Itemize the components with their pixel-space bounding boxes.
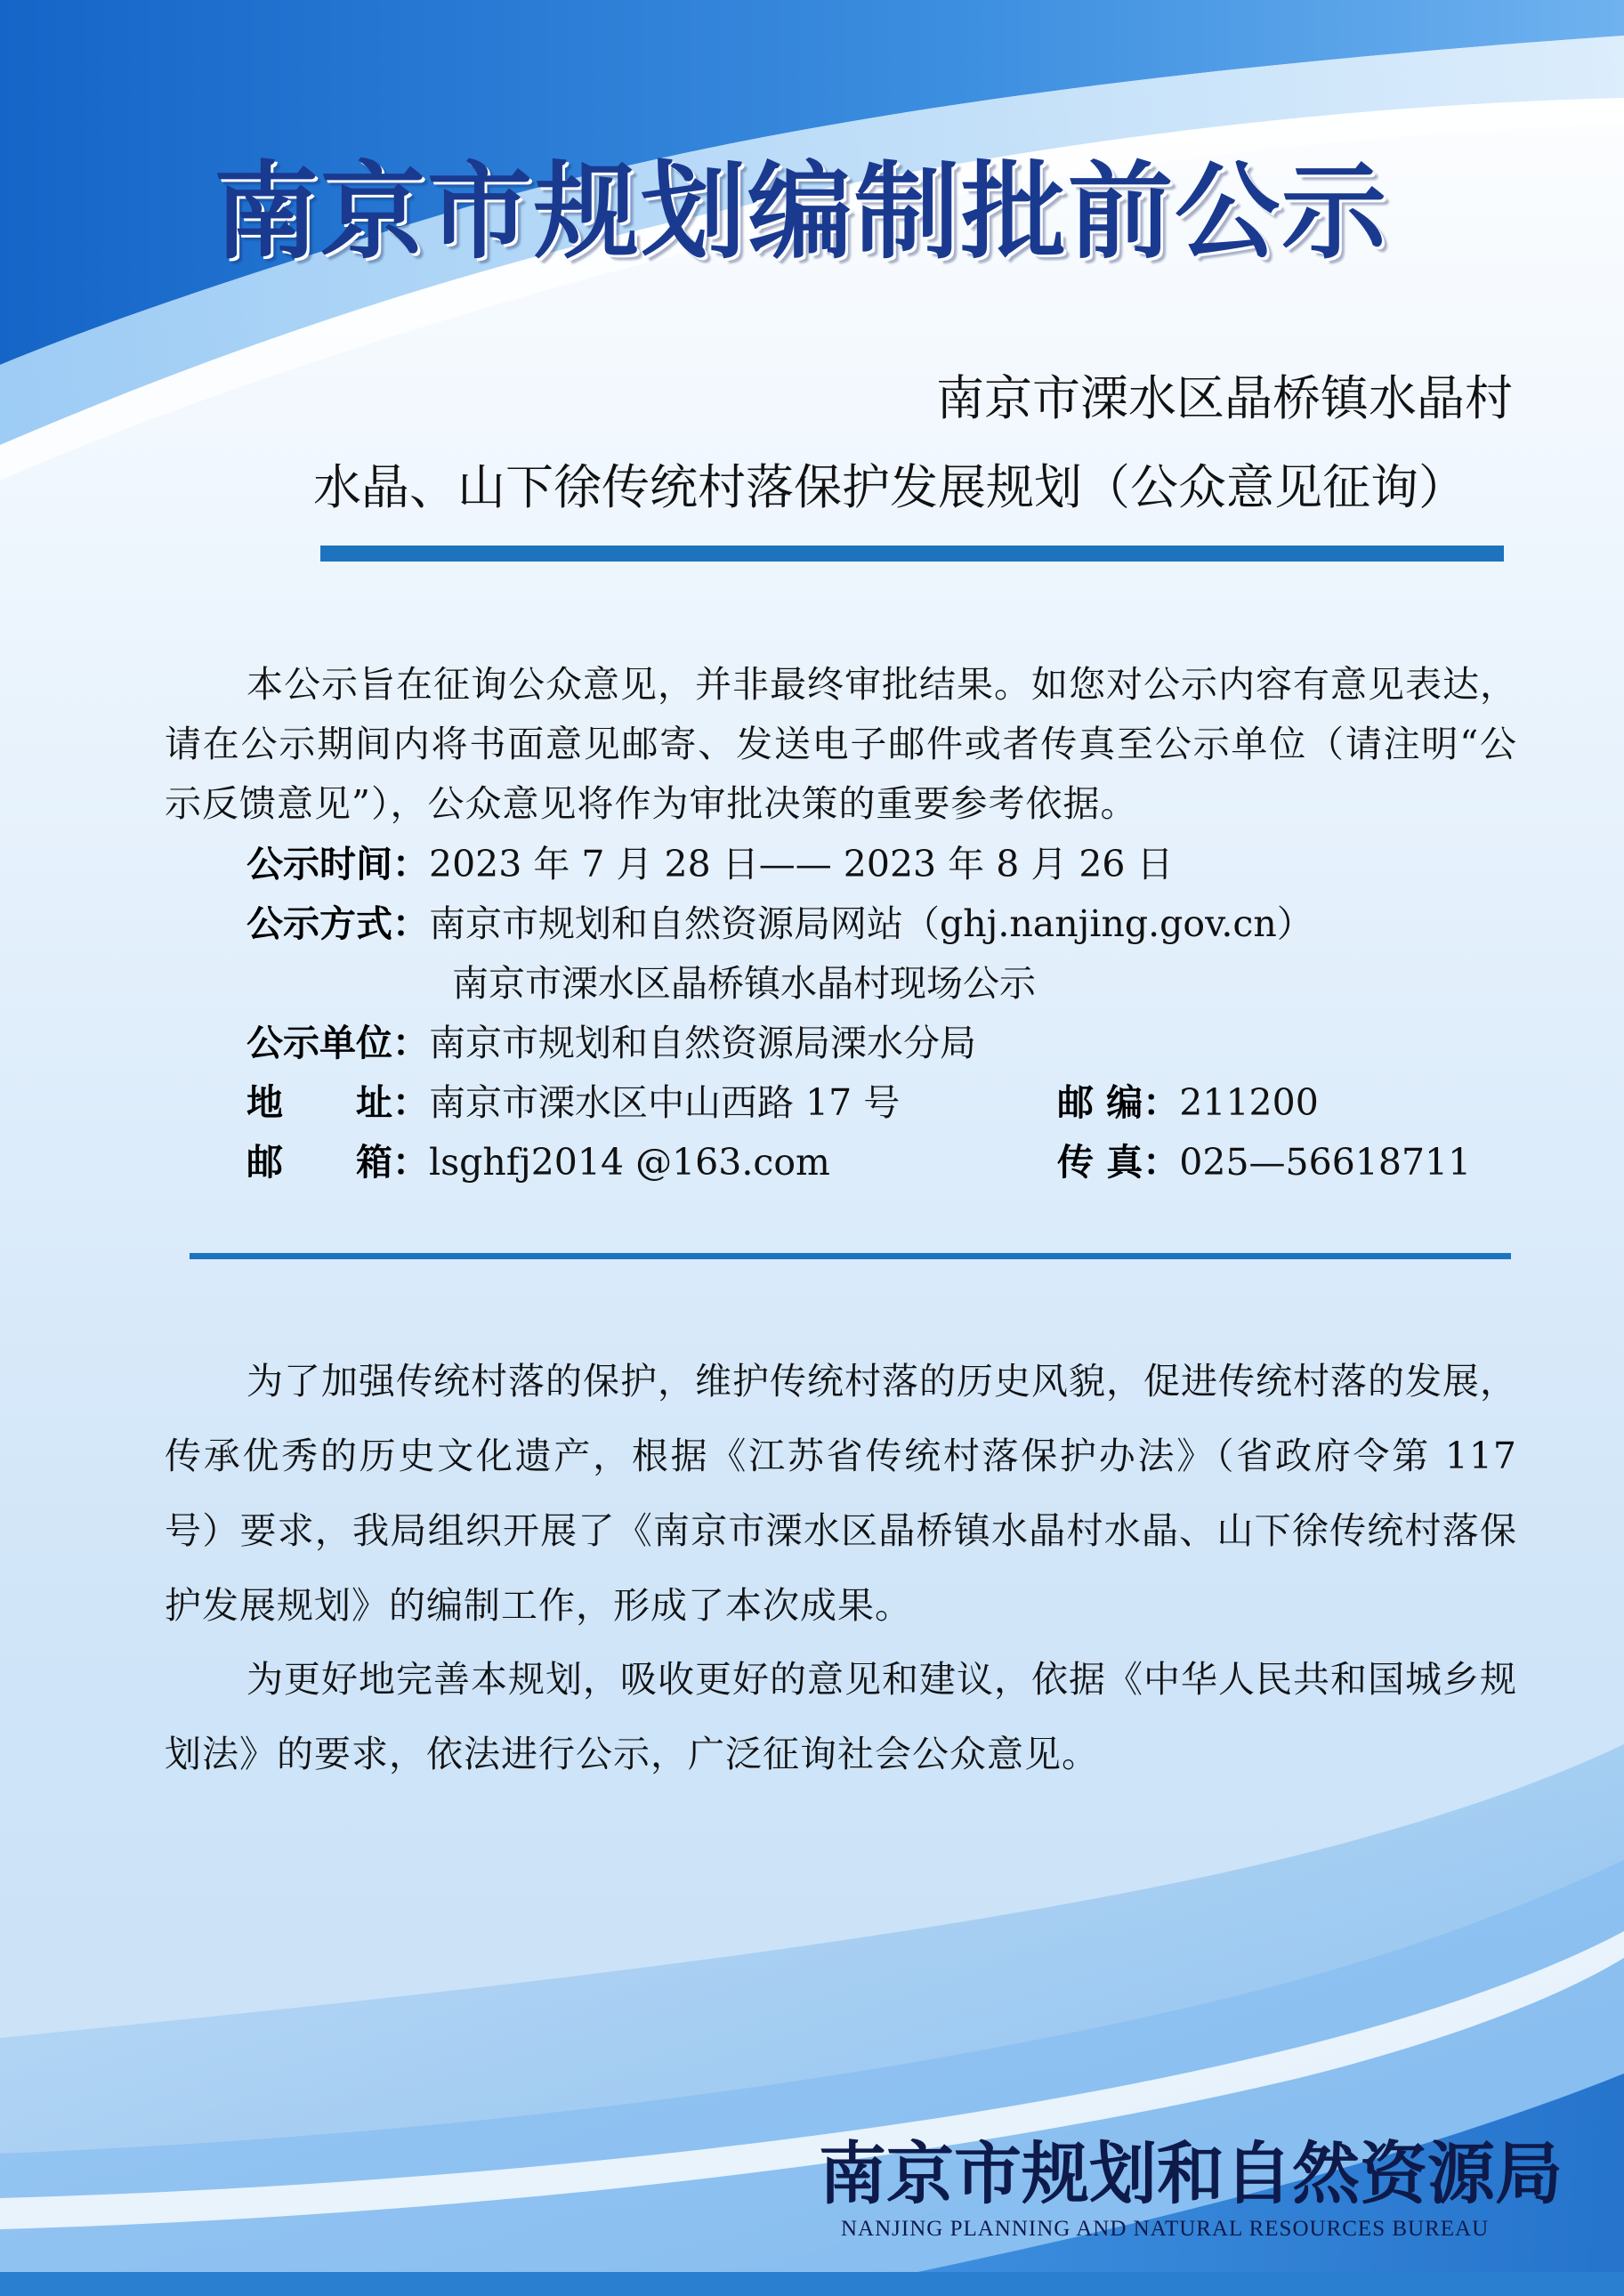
bottom-bar bbox=[0, 2272, 1624, 2296]
time-label: 公示时间： bbox=[246, 843, 429, 885]
body-paragraph-2: 为更好地完善本规划，吸收更好的意见和建议，依据《中华人民共和国城乡规划法》的要求，依法进行公示，广泛征询社会公众意见。 bbox=[165, 1658, 1517, 1775]
address-value: 南京市溧水区中山西路 17 号 bbox=[429, 1081, 901, 1124]
method-value-onsite: 南京市溧水区晶桥镇水晶村现场公示 bbox=[452, 962, 1036, 1005]
header-divider bbox=[320, 546, 1504, 562]
notice-intro: 本公示旨在征询公众意见，并非最终审批结果。如您对公示内容有意见表达，请在公示期间内将书面意见邮寄、发送电子邮件或者传真至公示单位（请注明“公示反馈意见”），公众意见将作为审批决策的重要参考依据。 bbox=[165, 663, 1517, 825]
postcode-label: 邮 编： bbox=[1057, 1081, 1180, 1124]
notice-email-row bbox=[246, 1133, 830, 1192]
notice-method-row bbox=[246, 894, 1313, 954]
email-value: lsghfj2014 @163.com bbox=[429, 1141, 830, 1184]
notice-time-row bbox=[246, 835, 1174, 894]
footer-org-name-en: NANJING PLANNING AND NATURAL RESOURCES BUREAU bbox=[841, 2217, 1490, 2241]
body-paragraph-1: 为了加强传统村落的保护，维护传统村落的历史风貌，促进传统村落的发展，传承优秀的历史文化遗产，根据《江苏省传统村落保护办法》（省政府令第 117 号）要求，我局组织开展了《南京市溧水区晶桥镇水晶村水晶、山下徐传统村落保护发展规划》的编制工作，形成了本次成果。 bbox=[165, 1360, 1517, 1627]
section-divider bbox=[190, 1253, 1511, 1259]
email-label: 邮 箱： bbox=[246, 1141, 429, 1184]
page-title: 南京市规划编制批前公示 bbox=[214, 150, 1389, 273]
time-value: 2023 年 7 月 28 日—— 2023 年 8 月 26 日 bbox=[429, 843, 1174, 885]
subtitle-location: 南京市溧水区晶桥镇水晶村 bbox=[936, 370, 1513, 426]
fax-value: 025—56618711 bbox=[1179, 1141, 1472, 1184]
method-label: 公示方式： bbox=[246, 902, 429, 945]
subtitle-plan-name: 水晶、山下徐传统村落保护发展规划（公众意见征询） bbox=[313, 459, 1466, 515]
fax-label: 传 真： bbox=[1057, 1141, 1180, 1184]
notice-method-row-2 bbox=[452, 954, 1036, 1014]
notice-address-row bbox=[246, 1073, 900, 1133]
notice-fax-row bbox=[1057, 1133, 1471, 1192]
notice-unit-row bbox=[246, 1014, 976, 1073]
postcode-value: 211200 bbox=[1179, 1081, 1319, 1124]
unit-label: 公示单位： bbox=[246, 1022, 429, 1064]
method-value-website: 南京市规划和自然资源局网站（ghj.nanjing.gov.cn） bbox=[429, 902, 1313, 945]
footer-org-name-cn: 南京市规划和自然资源局 bbox=[819, 2134, 1563, 2213]
notice-postcode-row bbox=[1057, 1073, 1319, 1133]
address-label: 地 址： bbox=[246, 1081, 429, 1124]
unit-value: 南京市规划和自然资源局溧水分局 bbox=[429, 1022, 976, 1064]
